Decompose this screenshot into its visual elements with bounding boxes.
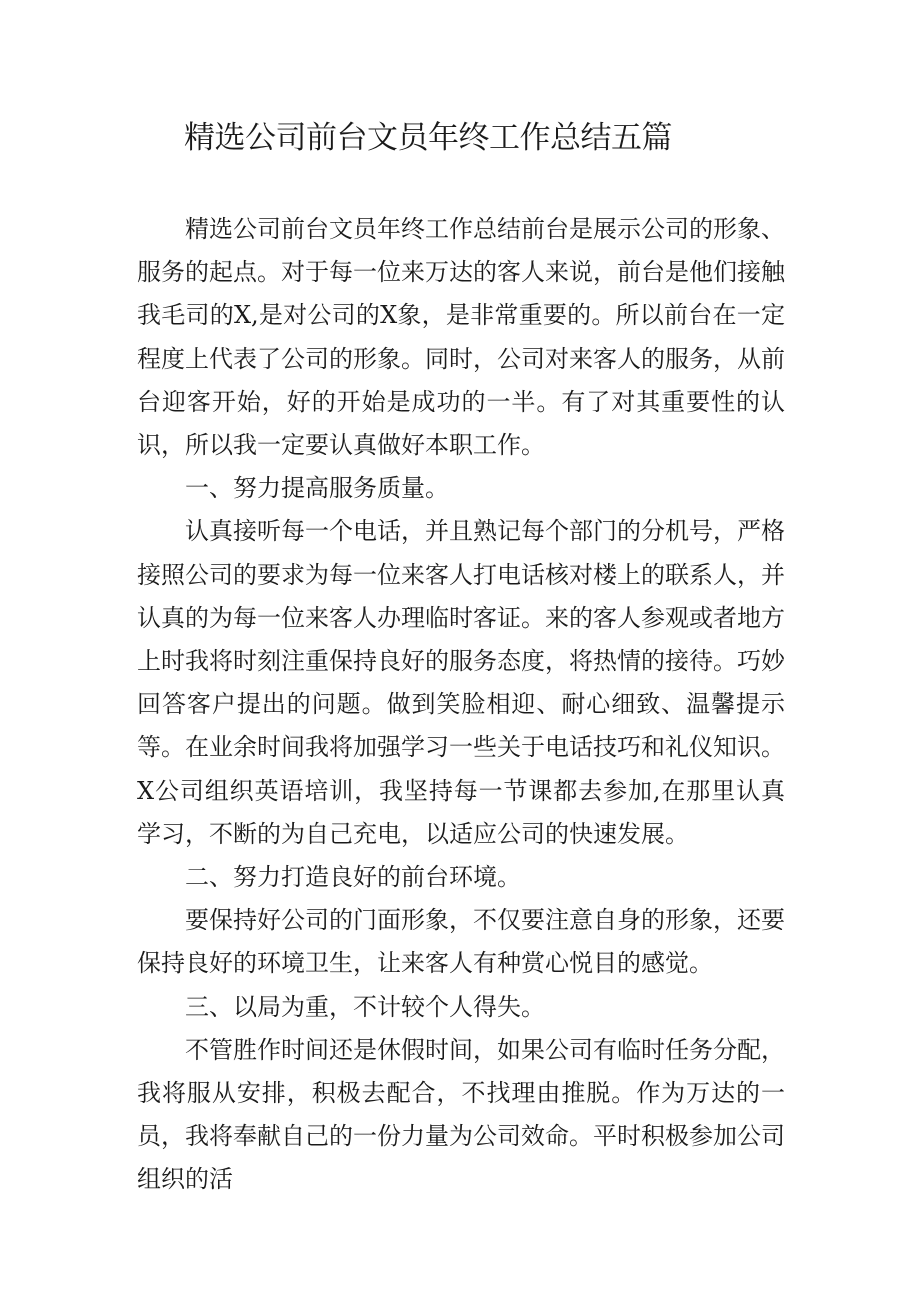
document-title: 精选公司前台文员年终工作总结五篇	[184, 120, 672, 156]
paragraph-intro: 精选公司前台文员年终工作总结前台是展示公司的形象、服务的起点。对于每一位来万达的客人来说，前台是他们接触我毛司的X,是对公司的X象，是非常重要的。所以前台在一定程度上代表了公司的形象。同时，公司对来客人的服务，从前台迎客开始，好的开始是成功的一半。有了对其重要性的认识，所以我一定要认真做好本职工作。	[137, 215, 785, 460]
paragraph-front-desk-environment: 要保持好公司的门面形象，不仅要注意自身的形象，还要保持良好的环境卫生，让来客人有种赏心悦目的感觉。	[137, 906, 785, 978]
section-heading-overall-interest: 三、以局为重，不计较个人得失。	[185, 992, 545, 1021]
section-heading-service-quality: 一、努力提高服务质量。	[185, 474, 449, 503]
document-body	[137, 208, 785, 1202]
section-heading-front-desk-environment: 二、努力打造良好的前台环境。	[185, 863, 521, 892]
paragraph-overall-interest: 不管胜作时间还是休假时间，如果公司有临时任务分配，我将服从安排，积极去配合，不找理由推脱。作为万达的一员，我将奉献自己的一份力量为公司效命。平时积极参加公司组织的活	[137, 1035, 785, 1194]
paragraph-service-quality: 认真接听每一个电话，并且熟记每个部门的分机号，严格接照公司的要求为每一位来客人打电话核对楼上的联系人，并认真的为每一位来客人办理临时客证。来的客人参观或者地方上时我将时刻注重保持良好的服务态度，将热情的接待。巧妙回答客户提出的问题。做到笑脸相迎、耐心细致、温馨提示等。在业余时间我将加强学习一些关于电话技巧和礼仪知识。X公司组织英语培训，我坚持每一节课都去参加,在那里认真学习，不断的为自己充电，以适应公司的快速发展。	[137, 517, 785, 848]
